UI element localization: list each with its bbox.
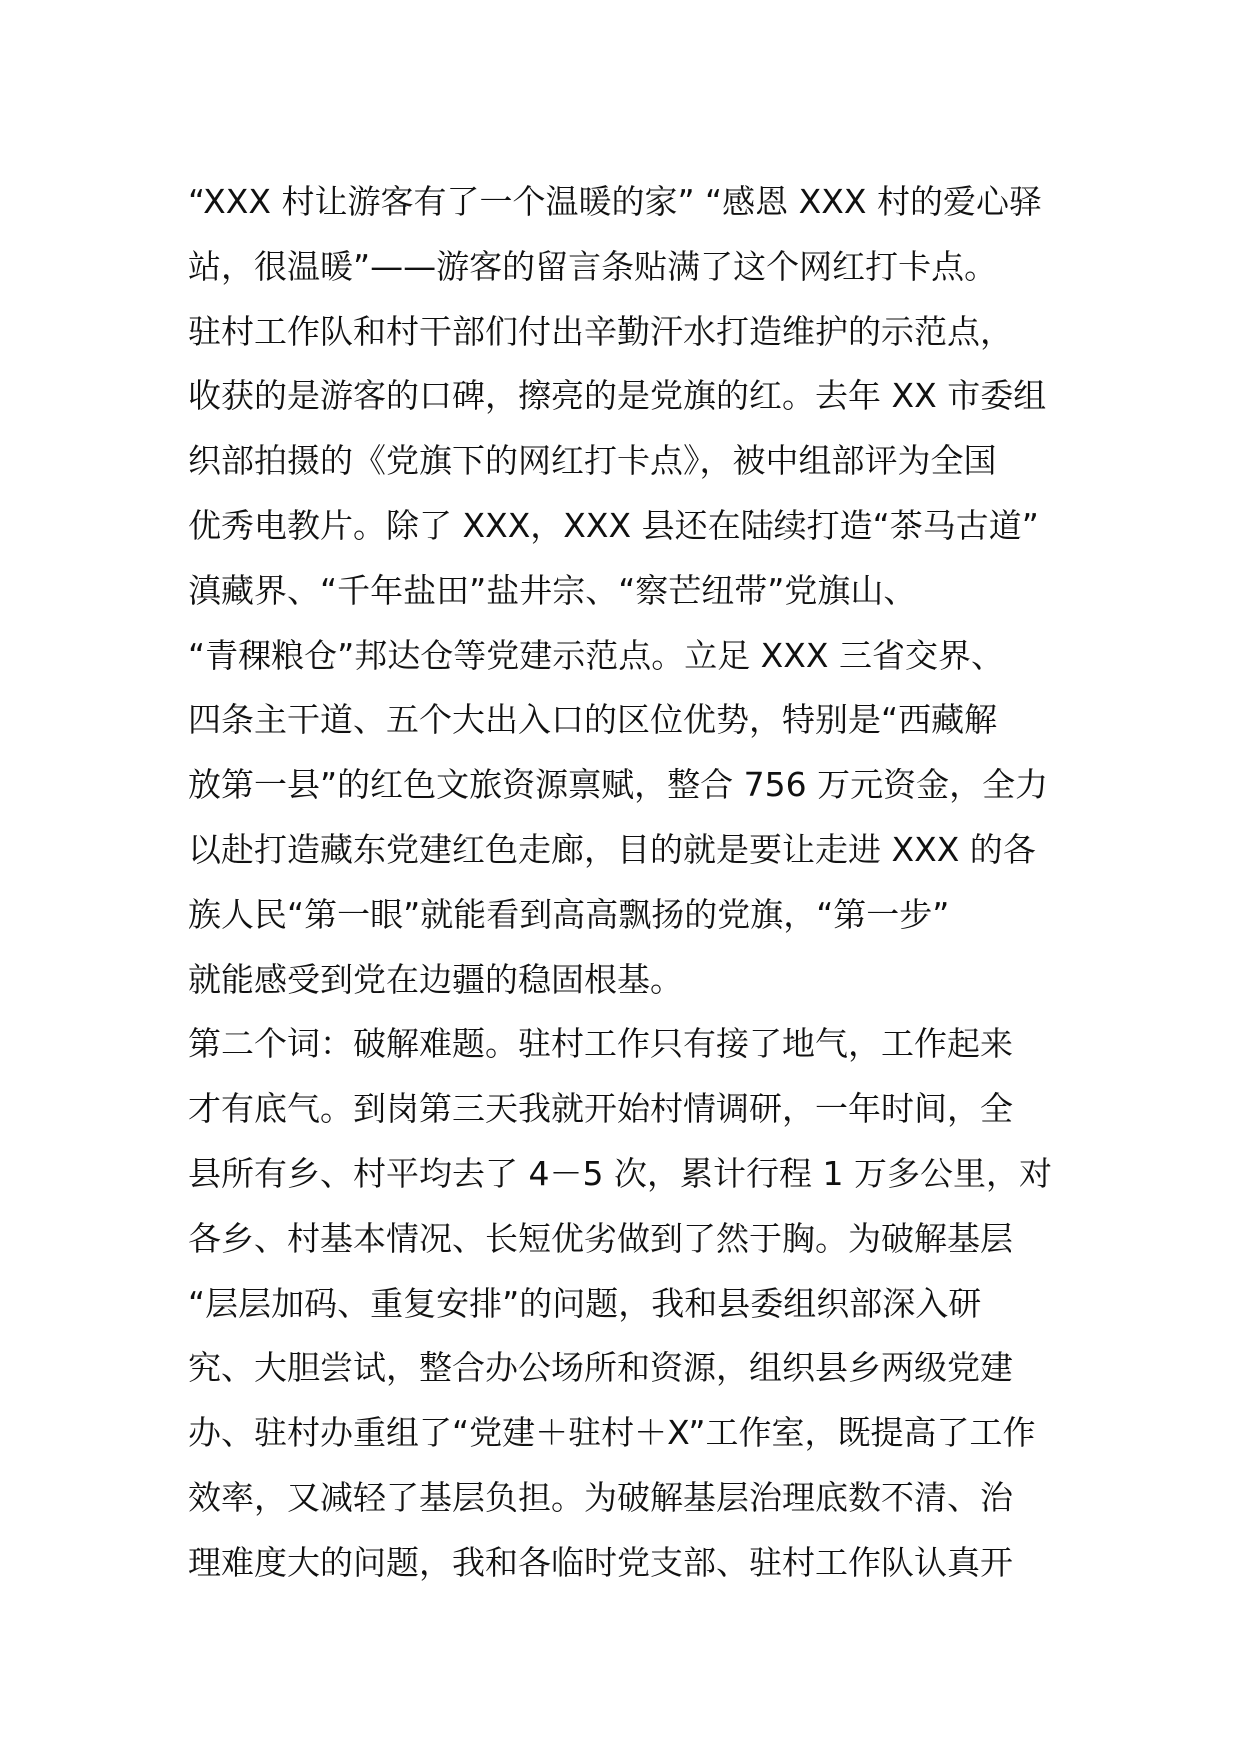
text-line: 收获的是游客的口碑，擦亮的是党旗的红。去年 XX 市委组 xyxy=(188,376,1047,416)
text-line: 放第一县”的红色文旅资源禀赋，整合 756 万元资金，全力 xyxy=(188,765,1049,805)
text-line: 驻村工作队和村干部们付出辛勤汗水打造维护的示范点， xyxy=(188,311,1013,351)
text-line: 理难度大的问题，我和各临时党支部、驻村工作队认真开 xyxy=(188,1542,1013,1582)
text-line: 优秀电教片。除了 XXX，XXX 县还在陆续打造“茶马古道” xyxy=(188,505,1039,545)
text-line: 织部拍摄的《党旗下的网红打卡点》，被中组部评为全国 xyxy=(188,441,997,481)
text-line: 县所有乡、村平均去了 4－5 次，累计行程 1 万多公里，对 xyxy=(188,1153,1052,1193)
text-line: 四条主干道、五个大出入口的区位优势，特别是“西藏解 xyxy=(188,700,998,740)
text-line: 办、驻村办重组了“党建＋驻村＋X”工作室，既提高了工作 xyxy=(188,1413,1036,1453)
text-line: 才有底气。到岗第三天我就开始村情调研，一年时间，全 xyxy=(188,1089,1013,1129)
text-line: 站，很温暖”——游客的留言条贴满了这个网红打卡点。 xyxy=(188,246,998,286)
text-line: 究、大胆尝试，整合办公场所和资源，组织县乡两级党建 xyxy=(188,1348,1013,1388)
text-line: 滇藏界、“千年盐田”盐井宗、“察芒纽带”党旗山、 xyxy=(188,570,917,610)
text-line: 族人民“第一眼”就能看到高高飘扬的党旗，“第一步” xyxy=(188,894,950,934)
text-line: 第二个词：破解难题。驻村工作只有接了地气，工作起来 xyxy=(188,1024,1013,1064)
text-line: 效率，又减轻了基层负担。为破解基层治理底数不清、治 xyxy=(188,1477,1013,1517)
text-line: 以赴打造藏东党建红色走廊，目的就是要让走进 XXX 的各 xyxy=(188,829,1036,869)
text-line: “青稞粮仓”邦达仓等党建示范点。立足 XXX 三省交界、 xyxy=(188,635,1004,675)
text-line: “XXX 村让游客有了一个温暖的家” “感恩 XXX 村的爱心驿 xyxy=(188,182,1042,221)
text-line: 就能感受到党在边疆的稳固根基。 xyxy=(188,959,683,999)
body-text xyxy=(188,170,1068,1596)
text-line: “层层加码、重复安排”的问题，我和县委组织部深入研 xyxy=(188,1283,982,1323)
text-line: 各乡、村基本情况、长短优劣做到了然于胸。为破解基层 xyxy=(188,1218,1013,1258)
